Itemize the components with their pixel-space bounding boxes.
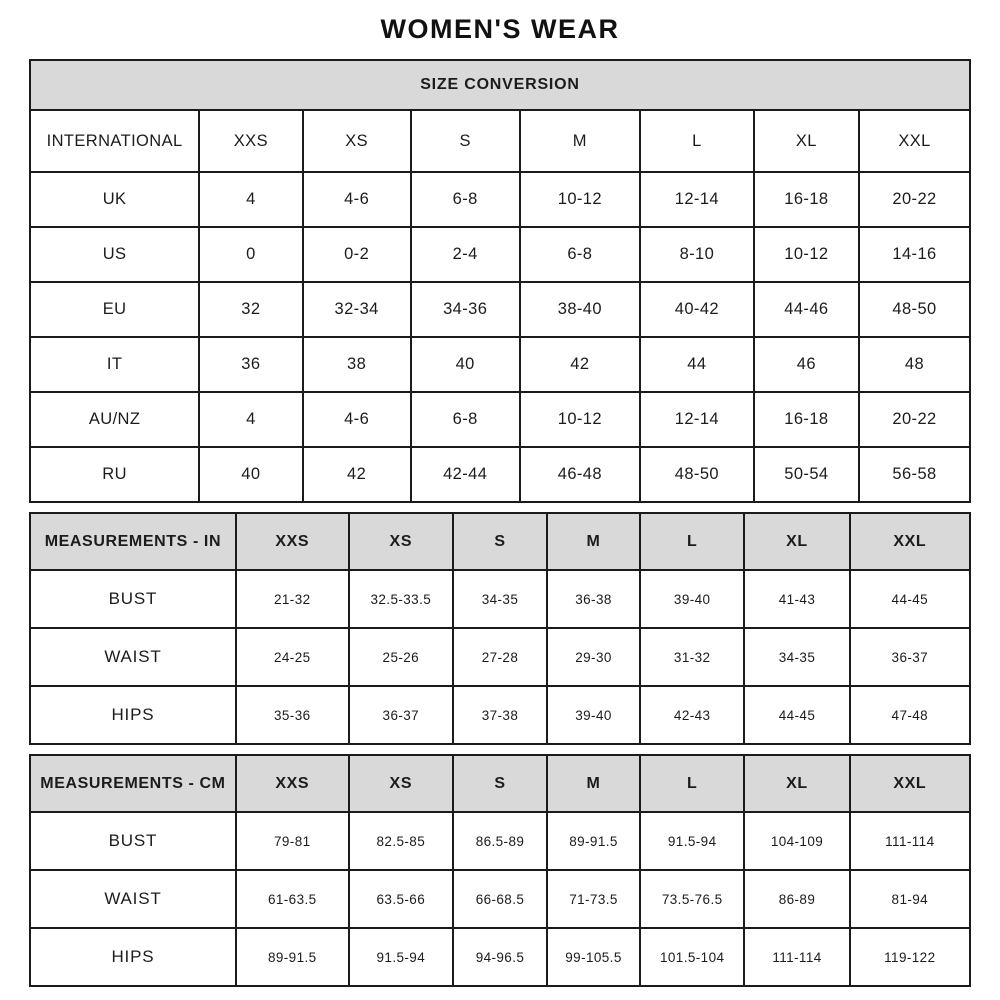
value-cell: 14-16 [859,227,970,282]
table-row [30,447,970,502]
value-cell: 4-6 [303,172,411,227]
row-label: BUST [30,570,236,628]
value-cell: 6-8 [520,227,640,282]
row-label: IT [30,337,199,392]
value-cell: 79-81 [236,812,349,870]
value-cell: 8-10 [640,227,754,282]
value-cell: 36 [199,337,302,392]
value-cell: 10-12 [520,392,640,447]
column-header: S [411,110,520,172]
value-cell: 34-35 [453,570,547,628]
value-cell: 34-35 [744,628,849,686]
value-cell: 6-8 [411,172,520,227]
value-cell: 44 [640,337,754,392]
value-cell: 29-30 [547,628,640,686]
value-cell: 16-18 [754,172,859,227]
value-cell: 0-2 [303,227,411,282]
value-cell: 48-50 [640,447,754,502]
value-cell: 20-22 [859,392,970,447]
value-cell: 36-38 [547,570,640,628]
value-cell: 20-22 [859,172,970,227]
table-row [30,812,970,870]
column-header: XXL [850,513,970,570]
column-header: XXS [236,755,349,812]
section-title: MEASUREMENTS - IN [30,513,236,570]
value-cell: 46 [754,337,859,392]
value-cell: 4-6 [303,392,411,447]
value-cell: 82.5-85 [349,812,453,870]
value-cell: 91.5-94 [640,812,744,870]
value-cell: 101.5-104 [640,928,744,986]
row-label: HIPS [30,686,236,744]
column-header: L [640,513,744,570]
column-header: XXS [236,513,349,570]
column-header: XS [349,755,453,812]
table-row [30,570,970,628]
value-cell: 34-36 [411,282,520,337]
value-cell: 41-43 [744,570,849,628]
value-cell: 25-26 [349,628,453,686]
value-cell: 36-37 [349,686,453,744]
column-header-row [30,110,970,172]
row-label: UK [30,172,199,227]
section-title: MEASUREMENTS - CM [30,755,236,812]
value-cell: 44-45 [850,570,970,628]
value-cell: 40 [199,447,302,502]
value-cell: 81-94 [850,870,970,928]
value-cell: 42 [520,337,640,392]
value-cell: 10-12 [520,172,640,227]
value-cell: 32.5-33.5 [349,570,453,628]
value-cell: 48-50 [859,282,970,337]
value-cell: 111-114 [850,812,970,870]
column-header: M [547,755,640,812]
value-cell: 99-105.5 [547,928,640,986]
table-row [30,628,970,686]
column-header: M [547,513,640,570]
value-cell: 21-32 [236,570,349,628]
value-cell: 89-91.5 [236,928,349,986]
value-cell: 39-40 [640,570,744,628]
value-cell: 47-48 [850,686,970,744]
value-cell: 94-96.5 [453,928,547,986]
table-row [30,392,970,447]
column-header: XXL [850,755,970,812]
column-header: XS [303,110,411,172]
value-cell: 42-43 [640,686,744,744]
table-row [30,928,970,986]
column-header: S [453,755,547,812]
column-header: XXL [859,110,970,172]
value-cell: 46-48 [520,447,640,502]
value-cell: 86-89 [744,870,849,928]
column-header: S [453,513,547,570]
value-cell: 12-14 [640,172,754,227]
table-row [30,227,970,282]
table-row [30,686,970,744]
value-cell: 63.5-66 [349,870,453,928]
value-cell: 42-44 [411,447,520,502]
column-header: M [520,110,640,172]
row-label: WAIST [30,628,236,686]
value-cell: 56-58 [859,447,970,502]
row-label: WAIST [30,870,236,928]
value-cell: 86.5-89 [453,812,547,870]
value-cell: 27-28 [453,628,547,686]
value-cell: 48 [859,337,970,392]
value-cell: 31-32 [640,628,744,686]
table-row [30,337,970,392]
column-header: INTERNATIONAL [30,110,199,172]
value-cell: 0 [199,227,302,282]
row-label: HIPS [30,928,236,986]
value-cell: 50-54 [754,447,859,502]
measurements-cm-table [29,754,971,987]
value-cell: 32 [199,282,302,337]
value-cell: 37-38 [453,686,547,744]
value-cell: 44-45 [744,686,849,744]
column-header: L [640,755,744,812]
value-cell: 61-63.5 [236,870,349,928]
column-header: L [640,110,754,172]
value-cell: 24-25 [236,628,349,686]
column-header: XL [744,755,849,812]
value-cell: 16-18 [754,392,859,447]
value-cell: 66-68.5 [453,870,547,928]
value-cell: 4 [199,392,302,447]
value-cell: 40-42 [640,282,754,337]
value-cell: 10-12 [754,227,859,282]
value-cell: 36-37 [850,628,970,686]
table-row [30,870,970,928]
value-cell: 111-114 [744,928,849,986]
value-cell: 38 [303,337,411,392]
value-cell: 2-4 [411,227,520,282]
value-cell: 32-34 [303,282,411,337]
row-label: US [30,227,199,282]
size-conversion-table [29,59,971,503]
value-cell: 35-36 [236,686,349,744]
value-cell: 40 [411,337,520,392]
value-cell: 42 [303,447,411,502]
value-cell: 89-91.5 [547,812,640,870]
column-header: XL [754,110,859,172]
column-header: XXS [199,110,302,172]
value-cell: 71-73.5 [547,870,640,928]
row-label: EU [30,282,199,337]
measurements-in-table [29,512,971,745]
row-label: BUST [30,812,236,870]
table-row [30,172,970,227]
value-cell: 44-46 [754,282,859,337]
page-title: WOMEN'S WEAR [380,14,620,44]
row-label: RU [30,447,199,502]
value-cell: 4 [199,172,302,227]
value-cell: 119-122 [850,928,970,986]
row-label: AU/NZ [30,392,199,447]
value-cell: 38-40 [520,282,640,337]
section-title: SIZE CONVERSION [30,60,970,110]
value-cell: 104-109 [744,812,849,870]
value-cell: 6-8 [411,392,520,447]
column-header: XL [744,513,849,570]
value-cell: 73.5-76.5 [640,870,744,928]
value-cell: 39-40 [547,686,640,744]
section-title-row [30,60,970,110]
value-cell: 91.5-94 [349,928,453,986]
value-cell: 12-14 [640,392,754,447]
table-row [30,282,970,337]
column-header-row [30,755,970,812]
column-header-row [30,513,970,570]
column-header: XS [349,513,453,570]
